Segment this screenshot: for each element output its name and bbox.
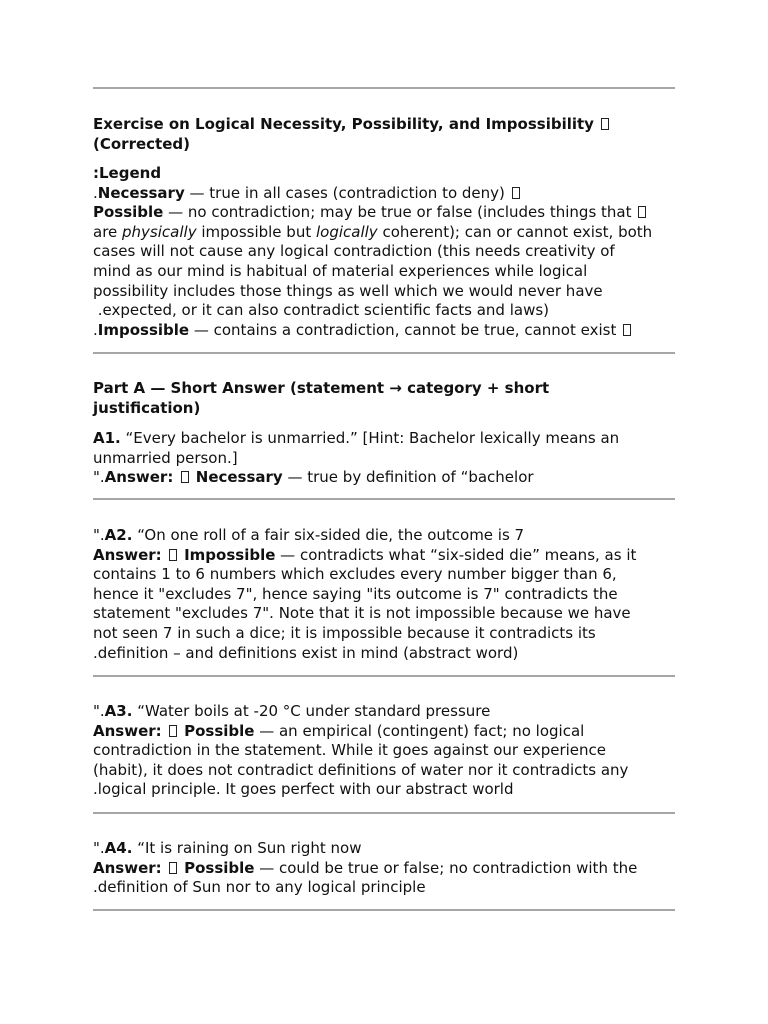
missing-glyph-icon (169, 862, 177, 874)
divider (93, 909, 675, 911)
page-title-line2: (Corrected) (93, 134, 190, 153)
legend-possible: Possible — no contradiction; may be true or false (includes things that (93, 203, 675, 223)
divider (93, 675, 675, 677)
part-a-heading: Part A — Short Answer (statement → category + short justification) (93, 379, 550, 417)
divider (93, 87, 675, 89)
page-title: Exercise on Logical Necessity, Possibility, and Impossibility (93, 115, 594, 133)
missing-glyph-icon (601, 118, 609, 130)
legend: :Legend .Necessary — true in all cases (contradiction to deny) Possible — no contradiction; may be true or false (includes things that are physically impossible but logically coherent); can or cannot exist, both cases will not cause any logical contradiction (this needs creativity of mind as our mind is habitual of material experiences while logical possibility includes those things as well which we would never have .expected, or it can also contradict scientific facts and laws) .Impossible — contains a contradiction, cannot be true, cannot exist (93, 164, 675, 340)
divider (93, 812, 675, 814)
divider (93, 352, 675, 354)
divider (93, 498, 675, 500)
question-a3: ".A3. “Water boils at -20 °C under standard pressure Answer: Possible — an empirical (contingent) fact; no logical contradiction in the statement. While it goes against our experience (habit), it does not contradict definitions of water nor it contradicts any .logical principle. It goes perfect with our abstract world (93, 702, 675, 800)
missing-glyph-icon (638, 206, 646, 218)
missing-glyph-icon (181, 471, 189, 483)
missing-glyph-icon (623, 324, 631, 336)
legend-impossible: .Impossible — contains a contradiction, cannot be true, cannot exist (93, 321, 675, 341)
question-a2: ".A2. “On one roll of a fair six-sided die, the outcome is 7 Answer: Impossible — contradicts what “six-sided die” means, as it contains 1 to 6 numbers which excludes every number bigger than 6, hence it "excludes 7", hence saying "its outcome is 7" contradicts the statement "excludes 7". Note that it is not impossible because we have not seen 7 in such a dice; it is impossible because it contradicts its .definition – and definitions exist in mind (abstract word) (93, 526, 675, 663)
answer-a3: Answer: Possible — an empirical (contingent) fact; no logical (93, 721, 585, 740)
answer-a2: Answer: Impossible — contradicts what “six-sided die” means, as it (93, 545, 637, 564)
missing-glyph-icon (512, 187, 520, 199)
title-block (93, 115, 675, 154)
question-a1: A1. “Every bachelor is unmarried.” [Hint: Bachelor lexically means an unmarried person.] ".Answer: Necessary — true by definition of “bachelor (93, 429, 675, 488)
missing-glyph-icon (169, 725, 177, 737)
answer-a1: ".Answer: Necessary — true by definition of “bachelor (93, 468, 534, 487)
legend-heading: :Legend (93, 164, 162, 182)
missing-glyph-icon (169, 549, 177, 561)
legend-necessary: .Necessary — true in all cases (contradiction to deny) (93, 184, 675, 204)
question-a4: ".A4. “It is raining on Sun right now Answer: Possible — could be true or false; no contradiction with the .definition of Sun nor to any logical principle (93, 839, 675, 898)
answer-a4: Answer: Possible — could be true or false; no contradiction with the (93, 858, 638, 877)
